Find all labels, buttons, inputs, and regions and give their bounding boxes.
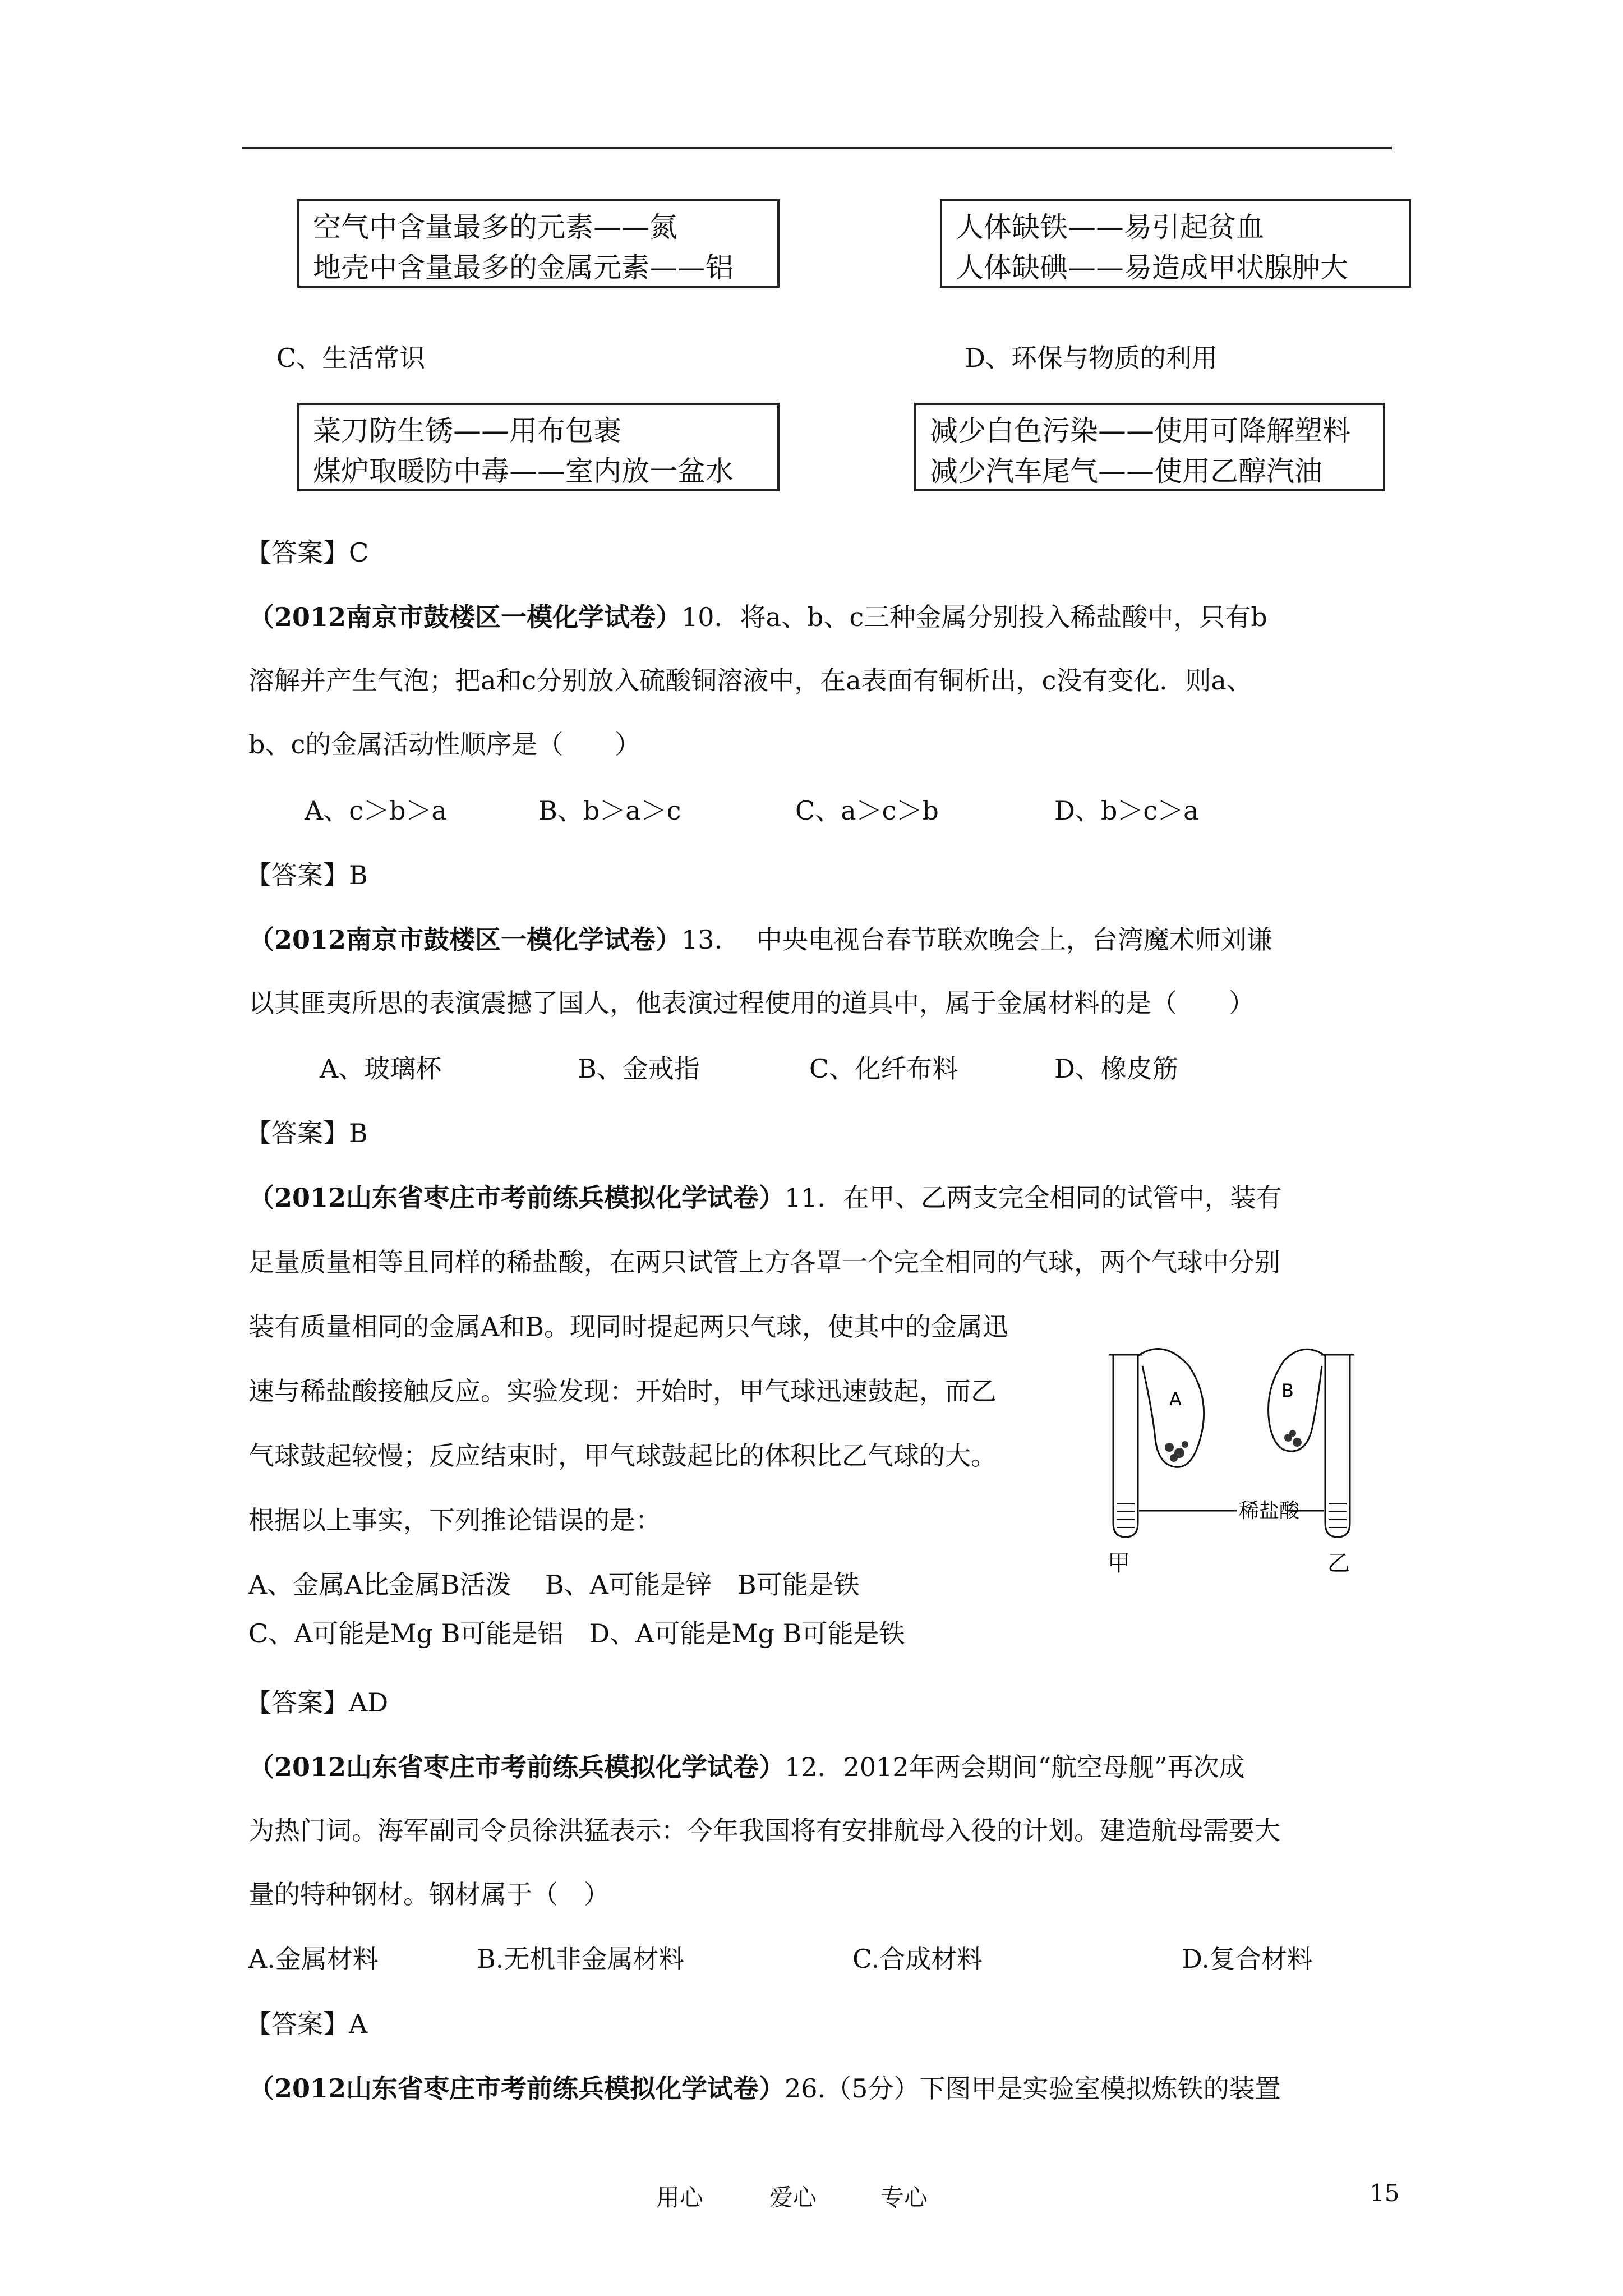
option-d-box: [914, 403, 1385, 491]
q11-line4: 速与稀盐酸接触反应。实验发现：开始时，甲气球迅速鼓起，而乙: [248, 1376, 997, 1406]
q10-option-b: B、b＞a＞c: [538, 795, 681, 826]
q13-option-a: A、玻璃杯: [320, 1053, 442, 1084]
q13-option-c: C、化纤布料: [809, 1053, 958, 1084]
q10-answer: 【答案】B: [246, 860, 368, 890]
acid-label: 稀盐酸: [1239, 1499, 1300, 1522]
box-d-line1: 减少白色污染——使用可降解塑料: [930, 415, 1350, 447]
q10-line1: [248, 600, 1267, 634]
q26-source: （2012山东省枣庄市考前练兵模拟化学试卷）: [248, 2073, 785, 2104]
answer-prev: 【答案】C: [246, 537, 369, 568]
footer-motto-1: 用心: [656, 2184, 704, 2211]
q11-line2: 足量质量相等且同样的稀盐酸，在两只试管上方各罩一个完全相同的气球，两个气球中分别: [248, 1247, 1280, 1277]
q13-answer: 【答案】B: [246, 1118, 368, 1148]
q10-option-c: C、a＞c＞b: [795, 795, 939, 826]
q11-source: （2012山东省枣庄市考前练兵模拟化学试卷）: [248, 1182, 785, 1213]
q10-option-a: A、c＞b＞a: [305, 795, 447, 826]
q12-line2: 为热门词。海军副司令员徐洪猛表示：今年我国将有安排航母入役的计划。建造航母需要大: [248, 1815, 1280, 1846]
tube-yi-label: 乙: [1327, 1550, 1350, 1576]
q12-line1: [248, 1750, 1245, 1784]
option-a-box: [297, 199, 780, 288]
test-tube-figure: [1091, 1343, 1394, 1579]
tube-jia-label: 甲: [1108, 1550, 1130, 1576]
option-b-box: [940, 199, 1411, 288]
q12-option-a: A.金属材料: [248, 1944, 379, 1974]
q13-source: （2012南京市鼓楼区一模化学试卷）: [248, 924, 682, 955]
footer-motto-3: 专心: [880, 2184, 928, 2211]
balloon-a-label: A: [1169, 1388, 1182, 1410]
option-c-box: [297, 403, 780, 491]
q13-line1: [248, 923, 1272, 956]
q11-options-ab: A、金属A比金属B活泼 B、A可能是锌 B可能是铁: [248, 1570, 860, 1600]
q11-line5: 气球鼓起较慢；反应结束时，甲气球鼓起比的体积比乙气球的大。: [248, 1441, 997, 1471]
q11-line3: 装有质量相同的金属A和B。现同时提起两只气球，使其中的金属迅: [248, 1312, 1009, 1342]
option-c-label: C、生活常识: [276, 343, 426, 373]
q11-options-cd: C、A可能是Mg B可能是铝 D、A可能是Mg B可能是铁: [248, 1618, 905, 1649]
header-rule: [242, 147, 1392, 149]
box-b-line1: 人体缺铁——易引起贫血: [956, 211, 1264, 243]
option-d-label: D、环保与物质的利用: [965, 343, 1218, 373]
q12-line3: 量的特种钢材。钢材属于（ ）: [248, 1879, 610, 1910]
q11-line6: 根据以上事实，下列推论错误的是：: [248, 1505, 661, 1535]
q11-line1: [248, 1181, 1282, 1214]
q26-line1: [248, 2072, 1280, 2105]
q13-option-d: D、橡皮筋: [1054, 1053, 1178, 1084]
q10-source: （2012南京市鼓楼区一模化学试卷）: [248, 602, 682, 632]
q13-option-b: B、金戒指: [578, 1053, 700, 1084]
box-c-line2: 煤炉取暖防中毒——室内放一盆水: [313, 455, 734, 487]
q11-answer: 【答案】AD: [246, 1687, 389, 1718]
q12-answer: 【答案】A: [246, 2009, 368, 2039]
q10-option-d: D、b＞c＞a: [1054, 795, 1199, 826]
balloon-b-label: B: [1281, 1380, 1294, 1401]
q12-source: （2012山东省枣庄市考前练兵模拟化学试卷）: [248, 1752, 785, 1782]
q10-text1: 10．将a、b、c三种金属分别投入稀盐酸中，只有b: [681, 602, 1267, 632]
box-b-line2: 人体缺碘——易造成甲状腺肿大: [956, 251, 1348, 284]
q12-option-d: D.复合材料: [1182, 1944, 1313, 1974]
box-a-line1: 空气中含量最多的元素——氮: [313, 211, 677, 243]
q11-text1: 11．在甲、乙两支完全相同的试管中，装有: [785, 1182, 1282, 1213]
footer-motto-2: 爱心: [769, 2184, 817, 2211]
q13-text1: 13. 中央电视台春节联欢晚会上，台湾魔术师刘谦: [681, 924, 1272, 955]
q12-option-c: C.合成材料: [852, 1944, 983, 1974]
box-c-line1: 菜刀防生锈——用布包裹: [313, 415, 621, 447]
q12-option-b: B.无机非金属材料: [477, 1944, 685, 1974]
q10-line2: 溶解并产生气泡；把a和c分别放入硫酸铜溶液中，在a表面有铜析出，c没有变化．则a、: [248, 665, 1252, 696]
q10-line3: b、c的金属活动性顺序是（ ）: [248, 729, 641, 760]
box-d-line2: 减少汽车尾气——使用乙醇汽油: [930, 455, 1322, 487]
q12-text1: 12．2012年两会期间“航空母舰”再次成: [785, 1752, 1245, 1782]
page-number: 15: [1370, 2179, 1400, 2207]
box-a-line2: 地壳中含量最多的金属元素——铝: [313, 251, 734, 284]
q13-line2: 以其匪夷所思的表演震撼了国人，他表演过程使用的道具中，属于金属材料的是（ ）: [248, 988, 1255, 1018]
q26-text1: 26.（5分）下图甲是实验室模拟炼铁的装置: [785, 2073, 1281, 2104]
